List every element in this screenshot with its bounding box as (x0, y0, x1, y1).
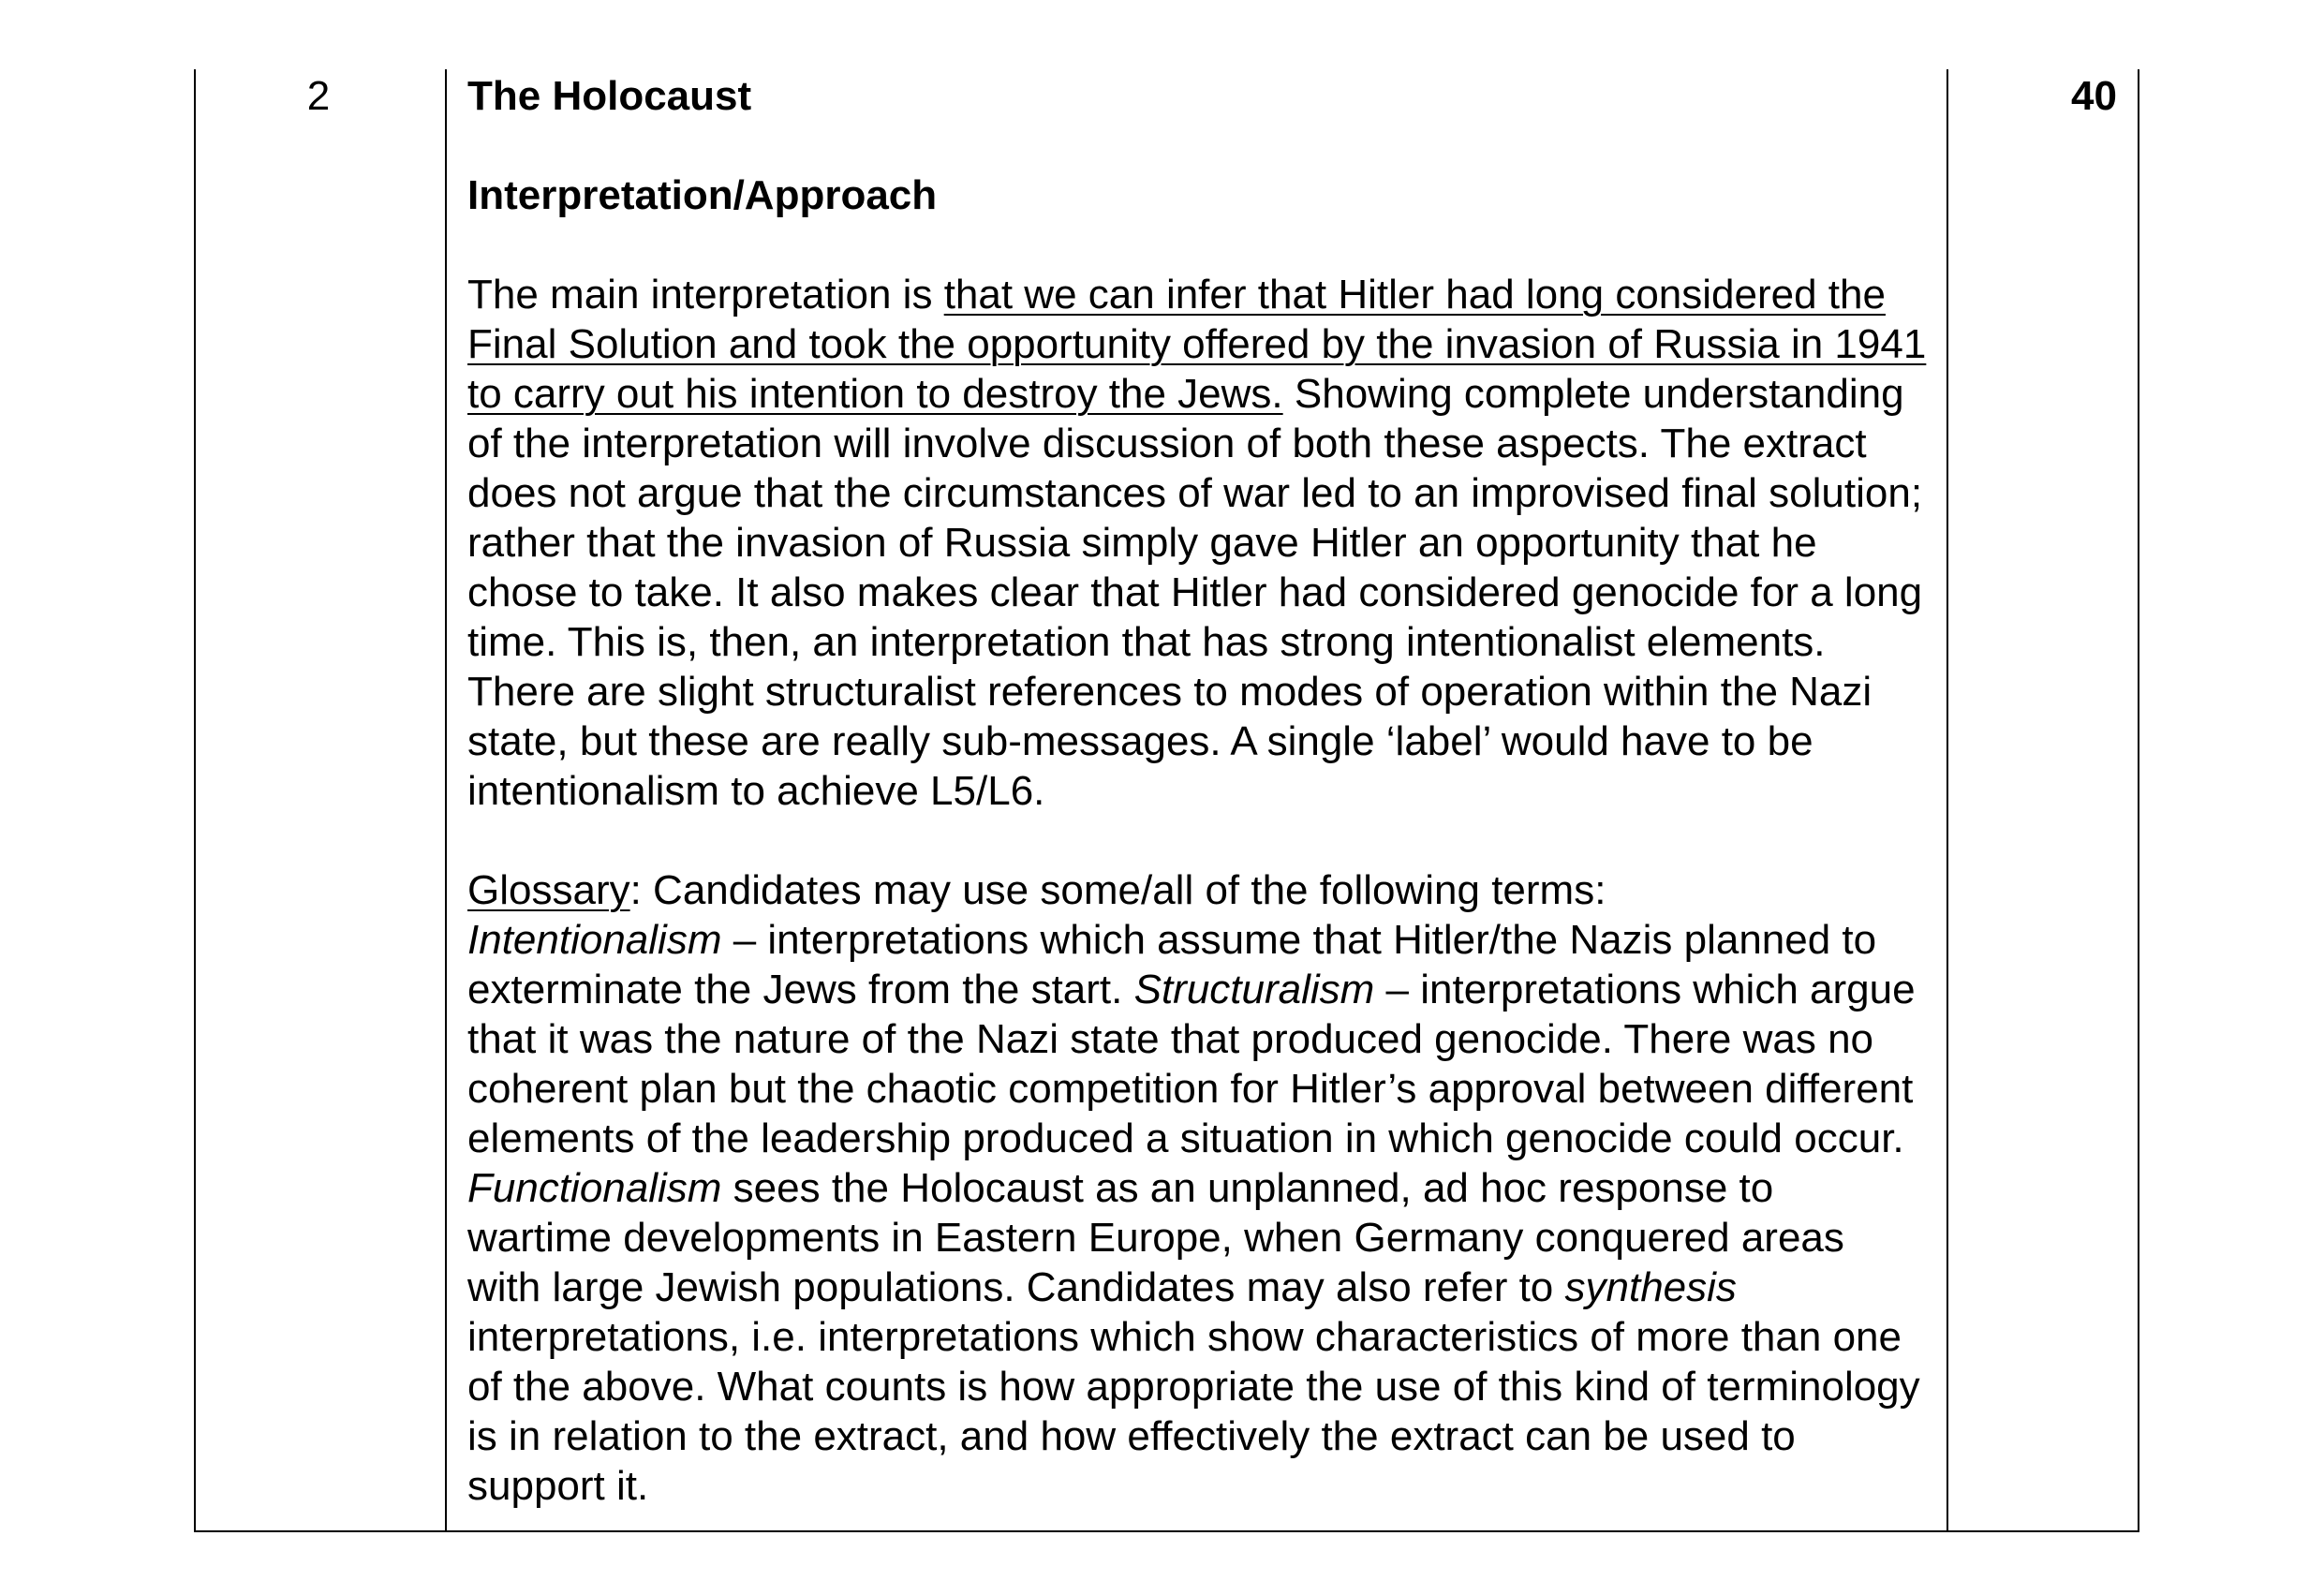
question-title: The Holocaust (467, 73, 752, 119)
glossary-intro: : Candidates may use some/all of the following terms: (629, 867, 1606, 913)
glossary-definition-structuralism: – interpretations which argue that it was the nature of the Nazi state that produced genocide. There was no coherent plan but the chaotic competition for Hitler’s approval between different elements of the leadership produced a situation in which genocide could occur. (467, 967, 1916, 1161)
interpretation-intro: The main interpretation is (467, 272, 944, 318)
section-heading: Interpretation/Approach (467, 172, 938, 218)
table-border-bottom (194, 1530, 2139, 1532)
glossary-term-synthesis: synthesis (1564, 1264, 1737, 1310)
glossary-definition-intentionalism: – interpretations which assume that Hitler/the Nazis planned to exterminate the Jews from the start. (467, 917, 1877, 1012)
glossary-term-functionalism: Functionalism (467, 1165, 722, 1211)
interpretation-discussion: Showing complete understanding of the interpretation will involve discussion of both these aspects. The extract does not argue that the circumstances of war led to an improvised final solution; rather that the invasion of Russia simply gave Hitler an opportunity that he chose to take. It also makes clear that Hitler had considered genocide for a long time. This is, then, an interpretation that has strong intentionalist elements. There are slight structuralist references to modes of operation within the Nazi state, but these are really sub-messages. A single ‘label’ would have to be intentionalism to achieve L5/L6. (467, 371, 1923, 814)
interpretation-paragraph (467, 270, 1929, 816)
guidance-cell (467, 71, 1929, 1511)
question-marks: 40 (2071, 73, 2117, 119)
glossary-paragraph (467, 865, 1929, 1511)
table-border-marks-column (1947, 69, 1948, 1532)
table-border-number-column (445, 69, 447, 1532)
glossary-definition-functionalism: sees the Holocaust as an unplanned, ad hoc response to wartime developments in Eastern Europe, when Germany conquered areas with large Jewish populations. Candidates may also refer to (467, 1165, 1844, 1310)
glossary-definition-synthesis: interpretations, i.e. interpretations which show characteristics of more than one of the above. What counts is how appropriate the use of this kind of terminology is in relation to the extract, and how effectively the extract can be used to support it. (467, 1314, 1920, 1509)
glossary-label: Glossary (467, 867, 630, 913)
table-border-right (2138, 69, 2139, 1532)
interpretation-key-statement: that we can infer that Hitler had long considered the Final Solution and took the opportunity offered by the invasion of Russia in 1941 to carry out his intention to destroy the Jews. (467, 272, 1927, 417)
glossary-term-intentionalism: Intentionalism (467, 917, 722, 963)
table-border-left (194, 69, 196, 1532)
glossary-term-structuralism: Structuralism (1133, 967, 1375, 1012)
question-number: 2 (306, 73, 331, 119)
